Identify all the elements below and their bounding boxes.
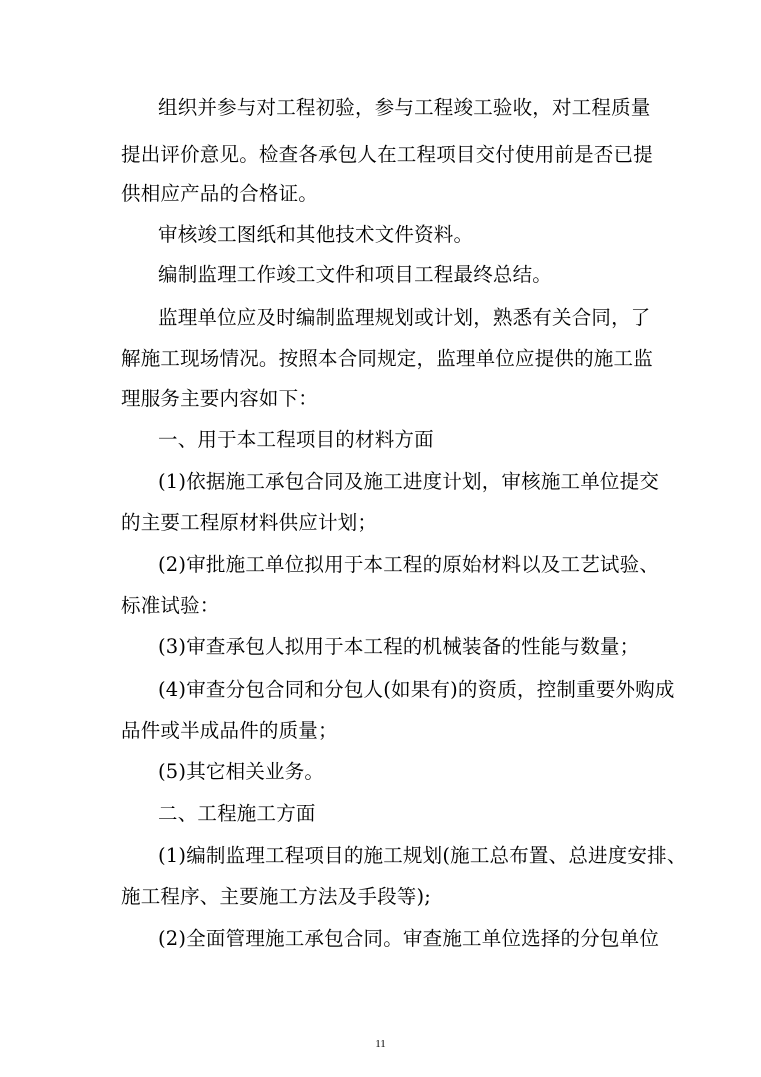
text-line-7: 解施工现场情况。按照本合同规定，监理单位应提供的施工监: [121, 347, 653, 370]
text-line-21: (2)全面管理施工承包合同。审查施工单位选择的分包单位: [158, 927, 660, 950]
text-line-14: (3)审查承包人拟用于本工程的机械装备的性能与数量；: [158, 635, 640, 658]
text-line-13: 标准试验：: [121, 594, 220, 617]
text-line-6: 监理单位应及时编制监理规划或计划，熟悉有关合同，了: [158, 306, 651, 329]
text-line-15: (4)审查分包合同和分包人(如果有)的资质，控制重要外购成: [158, 678, 675, 701]
text-line-16: 品件或半成品件的质量；: [121, 719, 338, 742]
text-line-10: (1)依据施工承包合同及施工进度计划，审核施工单位提交: [158, 470, 660, 493]
text-line-20: 施工程序、主要施工方法及手段等);: [121, 885, 432, 908]
text-line-11: 的主要工程原材料供应计划；: [121, 511, 378, 534]
page-number: 11: [375, 1038, 386, 1050]
text-line-9: 一、用于本工程项目的材料方面: [158, 428, 434, 451]
text-line-12: (2)审批施工单位拟用于本工程的原始材料以及工艺试验、: [158, 553, 660, 576]
text-line-5: 编制监理工作竣工文件和项目工程最终总结。: [158, 263, 553, 286]
text-line-4: 审核竣工图纸和其他技术文件资料。: [158, 223, 474, 246]
text-line-1: 组织并参与对工程初验，参与工程竣工验收，对工程质量: [158, 96, 651, 119]
text-line-17: (5)其它相关业务。: [158, 760, 325, 783]
text-line-18: 二、工程施工方面: [158, 802, 316, 825]
text-line-19: (1)编制监理工程项目的施工规划(施工总布置、总进度安排、: [158, 844, 687, 867]
text-line-3: 供相应产品的合格证。: [121, 182, 319, 205]
text-line-8: 理服务主要内容如下：: [121, 387, 319, 410]
text-line-2: 提出评价意见。检查各承包人在工程项目交付使用前是否已提: [121, 143, 653, 166]
